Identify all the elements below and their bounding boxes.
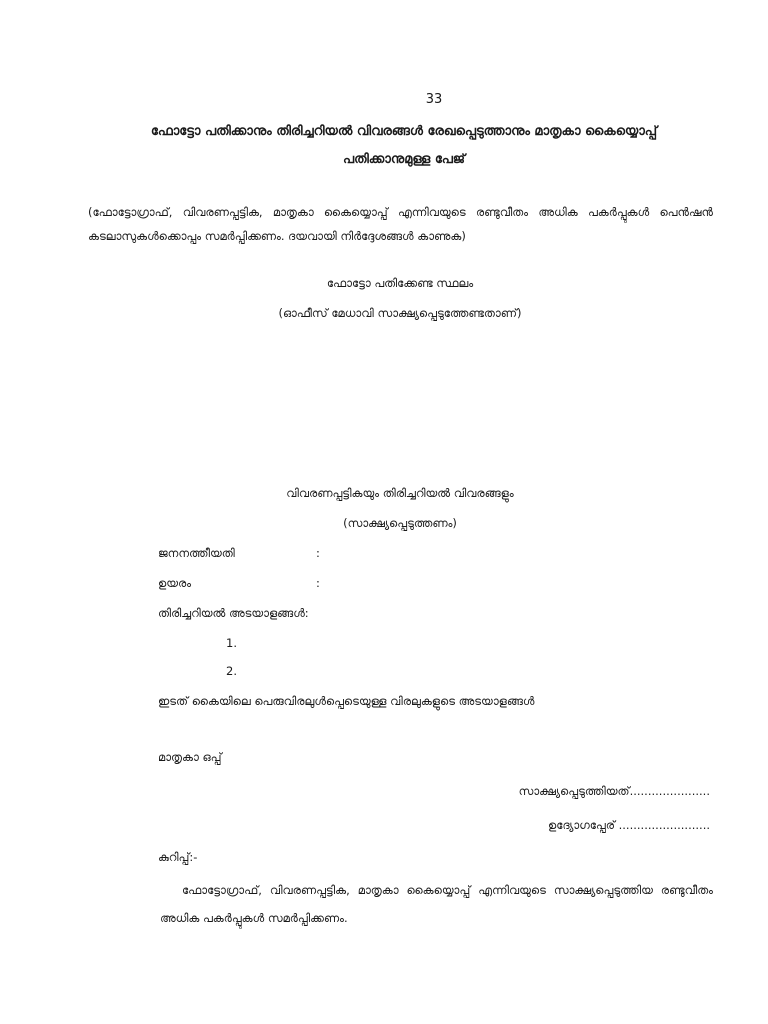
mark-2-number: 2. [226,664,237,678]
finger-prints-label: ഇടത് കൈയിലെ പെരുവിരലുൾപ്പെടെയുള്ള വിരലുകളുടെ അടയാളങ്ങൾ [158,694,535,708]
height-colon: : [316,576,320,590]
dob-label: ജനനത്തീയതി [158,546,235,560]
details-subheading: (സാക്ഷ്യപ്പെടുത്തണം) [343,516,457,530]
details-heading: വിവരണപ്പട്ടികയും തിരിച്ചറിയൽ വിവരങ്ങളും [286,486,514,500]
photo-attest-note: (ഓഫീസ് മേധാവി സാക്ഷ്യപ്പെടുത്തേണ്ടതാണ്) [278,306,522,320]
note-label: കുറിപ്പ്:- [158,850,198,864]
attested-by-line: സാക്ഷ്യപ്പെടുത്തിയത്...................... [518,784,710,798]
designation-line: ഉദ്യോഗപ്പേര് ......................... [548,818,710,832]
page-number: 33 [425,92,443,107]
specimen-signature-label: മാതൃകാ ഒപ്പ് [158,750,222,764]
dob-colon: : [316,546,320,560]
page-title-line-1: ഫോട്ടോ പതിക്കാനും തിരിച്ചറിയൽ വിവരങ്ങൾ രേഖപ്പെടുത്താനും മാതൃകാ കൈയ്യൊപ്പ് [150,124,658,139]
note-body: ഫോട്ടോഗ്രാഫ്, വിവരണപ്പട്ടിക, മാതൃകാ കൈയ്യൊപ്പ് എന്നിവയുടെ സാക്ഷ്യപ്പെടുത്തിയ രണ്ടുവീതം അധിക പകർപ്പുകൾ സമർപ്പിക്കണം. [160,883,713,925]
mark-1-number: 1. [226,636,237,650]
page-title-line-2: പതിക്കാനുമുള്ള പേജ് [342,152,466,167]
identification-marks-label: തിരിച്ചറിയൽ അടയാളങ്ങൾ: [158,606,309,620]
photo-placeholder-label: ഫോട്ടോ പതിക്കേണ്ട സ്ഥലം [326,276,474,290]
height-label: ഉയരം [158,576,192,590]
intro-paragraph: (ഫോട്ടോഗ്രാഫ്, വിവരണപ്പട്ടിക, മാതൃകാ കൈയ്യൊപ്പ് എന്നിവയുടെ രണ്ടുവീതം അധിക പകർപ്പുകൾ പെൻഷൻ കടലാസുകൾക്കൊപ്പം സമർപ്പിക്കണം. ദയവായി നിർദ്ദേശങ്ങൾ കാണുക) [88,205,713,243]
